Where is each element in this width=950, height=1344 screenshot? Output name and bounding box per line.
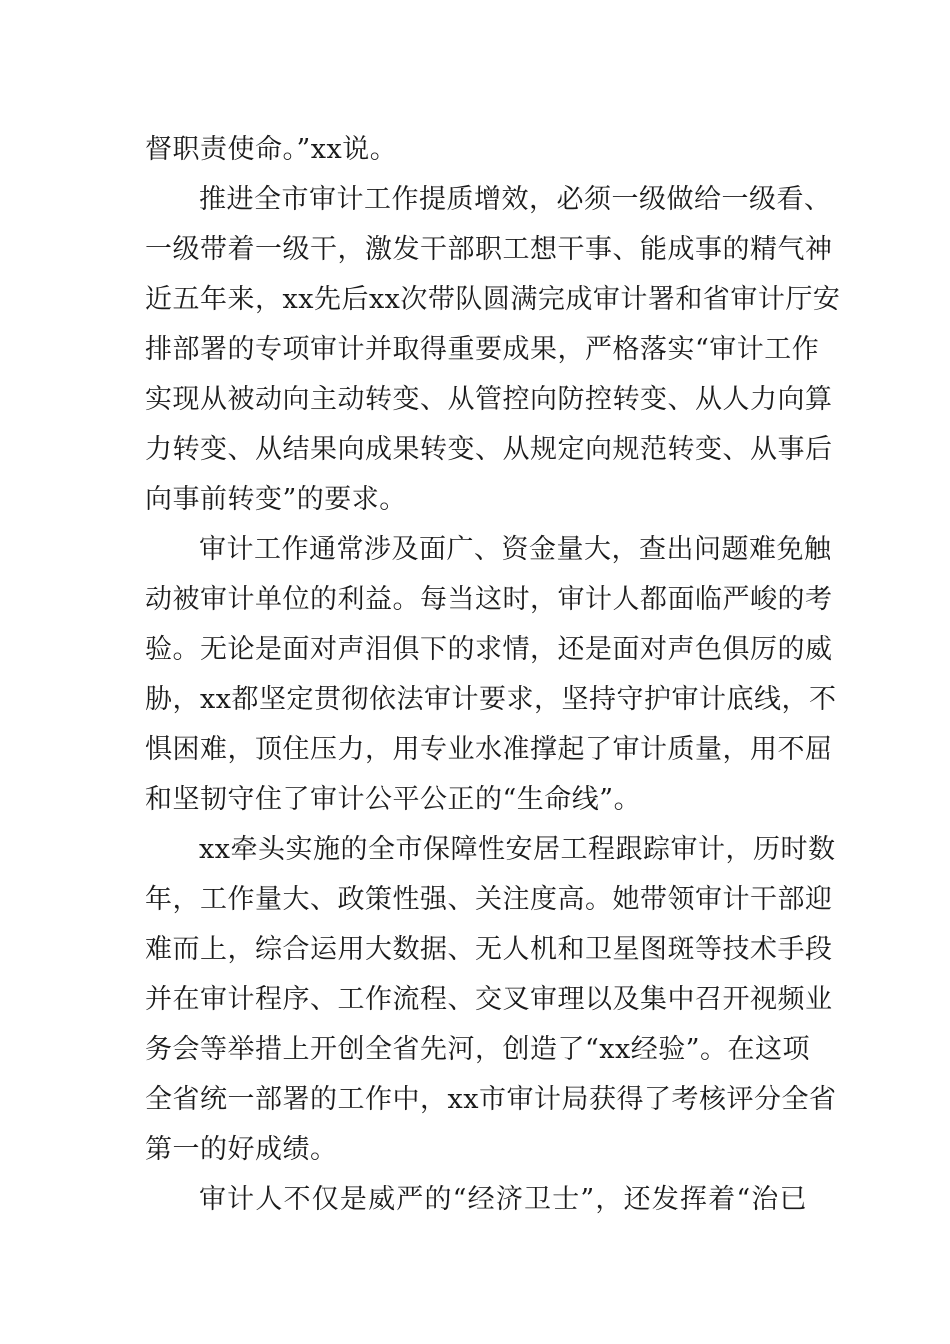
- text-line: 验。无论是面对声泪俱下的求情，还是面对声色俱厉的威: [145, 634, 833, 665]
- text-line: 审计人不仅是威严的“经济卫士”，还发挥着“治已: [199, 1184, 807, 1215]
- text-line: 年，工作量大、政策性强、关注度高。她带领审计干部迎: [145, 884, 833, 915]
- text-line: 全省统一部署的工作中，xx市审计局获得了考核评分全省: [145, 1084, 837, 1115]
- text-line: 向事前转变”的要求。: [145, 484, 407, 515]
- paragraph: [145, 825, 837, 1175]
- text-line: 近五年来，xx先后xx次带队圆满完成审计署和省审计厅安: [145, 284, 841, 315]
- text-line: 务会等举措上开创全省先河，创造了“xx经验”。在这项: [145, 1034, 811, 1065]
- text-line: 排部署的专项审计并取得重要成果，严格落实“审计工作: [145, 334, 820, 365]
- text-line: 第一的好成绩。: [145, 1134, 338, 1165]
- paragraph: [145, 175, 841, 525]
- text-line: 实现从被动向主动转变、从管控向防控转变、从人力向算: [145, 384, 833, 415]
- paragraph: [145, 525, 837, 825]
- text-line: 动被审计单位的利益。每当这时，审计人都面临严峻的考: [145, 584, 833, 615]
- text-line: 胁，xx都坚定贯彻依法审计要求，坚持守护审计底线，不: [145, 684, 837, 715]
- text-line: 力转变、从结果向成果转变、从规定向规范转变、从事后: [145, 434, 833, 465]
- text-line: 审计工作通常涉及面广、资金量大，查出问题难免触: [199, 534, 832, 565]
- text-line: 并在审计程序、工作流程、交叉审理以及集中召开视频业: [145, 984, 833, 1015]
- document-body: [145, 125, 841, 1225]
- text-line: 惧困难，顶住压力，用专业水准撑起了审计质量，用不屈: [145, 734, 833, 765]
- text-line: 和坚韧守住了审计公平公正的“生命线”。: [145, 784, 642, 815]
- text-line: 督职责使命。”xx说。: [145, 134, 398, 165]
- text-line: 难而上，综合运用大数据、无人机和卫星图斑等技术手段: [145, 934, 833, 965]
- paragraph: [145, 1175, 807, 1225]
- text-line: xx牵头实施的全市保障性安居工程跟踪审计，历时数: [199, 834, 836, 865]
- text-line: 推进全市审计工作提质增效，必须一级做给一级看、: [199, 184, 832, 215]
- text-line: 一级带着一级干，激发干部职工想干事、能成事的精气神: [145, 234, 833, 265]
- paragraph: [145, 125, 807, 175]
